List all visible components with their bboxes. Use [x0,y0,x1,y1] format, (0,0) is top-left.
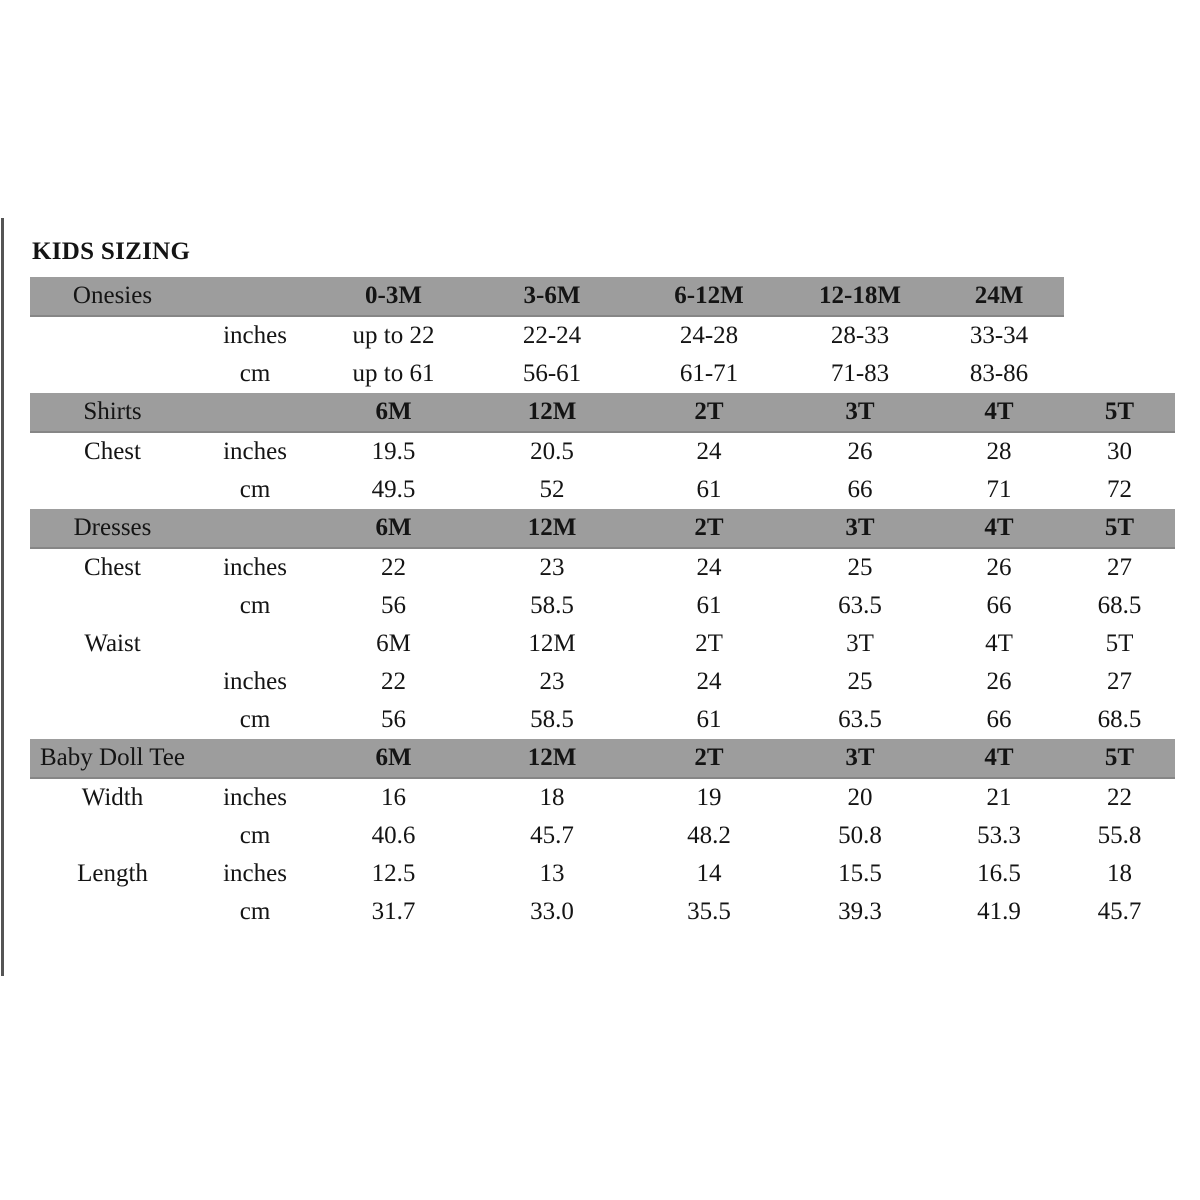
value-cell: 24 [696,668,722,695]
value-cell: up to 61 [352,360,435,387]
value-cell: 16.5 [977,860,1021,887]
row-label: Chest [84,554,141,581]
value-cell: 23 [539,668,565,695]
value-cell: 16 [381,784,406,811]
unit-label: inches [223,554,287,581]
table-row [30,893,1175,931]
value-cell: 23 [539,554,565,581]
row-label [30,355,195,393]
size-column-header: 5T [1064,393,1175,432]
value-cell: 27 [1107,668,1132,695]
size-subheader: 12M [472,625,632,663]
size-subheader: 4T [934,625,1064,663]
size-column-header: 4T [934,739,1064,778]
unit-label: cm [239,476,271,503]
value-cell: 22 [381,668,406,695]
value-cell: 50.8 [838,822,882,849]
size-column-header: 24M [934,277,1064,316]
value-cell: 13 [539,860,565,887]
value-cell: 22-24 [522,322,582,349]
left-edge-rule [1,218,4,976]
value-cell: 27 [1107,554,1132,581]
size-column-header: 12M [472,509,632,548]
value-cell: 66 [986,592,1012,619]
size-subheader: 5T [1064,625,1175,663]
table-row [30,548,1175,587]
unit-label: cm [239,898,271,925]
value-cell: 63.5 [838,706,882,733]
value-cell: 53.3 [977,822,1021,849]
unit-label [195,393,315,432]
value-cell: up to 22 [352,322,435,349]
row-label: Length [77,860,148,887]
table-row [30,778,1175,817]
size-column-header: 2T [632,393,786,432]
section-header-row-dresses [30,509,1175,548]
row-label [30,587,195,625]
value-cell: 55.8 [1097,822,1142,849]
value-cell: 56-61 [522,360,582,387]
value-cell: 39.3 [838,898,882,925]
unit-label: cm [239,592,271,619]
value-cell: 49.5 [371,476,416,503]
value-cell: 25 [847,554,873,581]
size-column-header: 0-3M [315,277,472,316]
size-subheader: 3T [786,625,934,663]
section-header-row-shirts [30,393,1175,432]
section-label: Shirts [30,393,195,432]
value-cell: 18 [1107,860,1132,887]
value-cell: 26 [986,554,1012,581]
value-cell: 31.7 [371,898,416,925]
section-header-row-onesies [30,277,1175,316]
value-cell: 28-33 [830,322,890,349]
value-cell: 24-28 [679,322,739,349]
value-cell: 21 [986,784,1012,811]
value-cell: 24 [696,438,722,465]
page-title: KIDS SIZING [32,238,191,265]
row-label: Width [81,784,144,811]
size-subheader: 6M [315,625,472,663]
value-cell: 19.5 [371,438,416,465]
value-cell: 19 [696,784,722,811]
table-row [30,471,1175,509]
unit-label: inches [223,784,287,811]
size-column-header: 6M [315,739,472,778]
section-label: Onesies [30,277,195,316]
table-row [30,663,1175,701]
value-cell: 25 [847,668,873,695]
size-column-header: 2T [632,509,786,548]
size-column-header: 4T [934,509,1064,548]
size-column-header: 5T [1064,739,1175,778]
unit-label [195,277,315,316]
unit-label: inches [223,668,287,695]
value-cell: 12.5 [371,860,416,887]
value-cell: 15.5 [838,860,882,887]
value-cell: 61 [696,476,722,503]
value-cell: 63.5 [838,592,882,619]
value-cell: 72 [1107,476,1132,503]
value-cell: 33.0 [530,898,574,925]
table-row [30,701,1175,739]
value-cell: 20 [847,784,873,811]
value-cell: 35.5 [687,898,731,925]
value-cell: 41.9 [977,898,1021,925]
unit-label: cm [239,360,271,387]
value-cell: 20.5 [530,438,574,465]
value-cell: 18 [539,784,565,811]
measure-subheader-row [30,625,1175,663]
row-label [30,893,195,931]
unit-label [195,739,315,778]
value-cell: 45.7 [530,822,574,849]
value-cell: 58.5 [530,706,574,733]
value-cell: 22 [381,554,406,581]
table-row [30,855,1175,893]
size-column-header: 3-6M [472,277,632,316]
value-cell: 58.5 [530,592,574,619]
row-label [30,471,195,509]
value-cell: 14 [696,860,722,887]
size-column-header: 2T [632,739,786,778]
size-column-header: 3T [786,393,934,432]
kids-sizing-table [30,277,1175,931]
unit-label: cm [239,822,271,849]
value-cell: 48.2 [687,822,731,849]
value-cell: 26 [847,438,873,465]
sizing-table-body [30,277,1175,931]
size-column-header: 4T [934,393,1064,432]
value-cell: 61-71 [679,360,739,387]
value-cell: 71 [986,476,1012,503]
row-label [30,663,195,701]
unit-label [195,625,315,663]
table-row [30,817,1175,855]
value-cell: 52 [539,476,565,503]
size-column-header: 3T [786,739,934,778]
row-label: Waist [30,625,195,663]
value-cell [1064,316,1175,355]
value-cell: 71-83 [830,360,890,387]
value-cell: 61 [696,706,722,733]
size-subheader: 2T [632,625,786,663]
size-column-header [1064,277,1175,316]
table-row [30,587,1175,625]
row-label [30,701,195,739]
value-cell: 26 [986,668,1012,695]
unit-label [195,509,315,548]
unit-label: inches [223,322,287,349]
value-cell: 40.6 [371,822,416,849]
value-cell: 56 [381,592,406,619]
value-cell: 61 [696,592,722,619]
size-column-header: 6M [315,509,472,548]
row-label [30,316,195,355]
value-cell [1064,355,1175,393]
size-column-header: 6M [315,393,472,432]
value-cell: 83-86 [969,360,1029,387]
size-column-header: 5T [1064,509,1175,548]
unit-label: cm [239,706,271,733]
row-label: Chest [84,438,141,465]
unit-label: inches [223,860,287,887]
value-cell: 30 [1107,438,1132,465]
size-column-header: 12-18M [786,277,934,316]
table-row [30,316,1175,355]
table-row [30,355,1175,393]
value-cell: 33-34 [969,322,1029,349]
size-column-header: 12M [472,393,632,432]
size-column-header: 3T [786,509,934,548]
section-header-row-baby-doll-tee [30,739,1175,778]
value-cell: 56 [381,706,406,733]
section-label: Baby Doll Tee [30,739,195,778]
unit-label: inches [223,438,287,465]
value-cell: 24 [696,554,722,581]
size-column-header: 6-12M [632,277,786,316]
size-column-header: 12M [472,739,632,778]
value-cell: 68.5 [1097,592,1142,619]
table-row [30,432,1175,471]
value-cell: 68.5 [1097,706,1142,733]
value-cell: 28 [986,438,1012,465]
value-cell: 66 [986,706,1012,733]
value-cell: 22 [1107,784,1132,811]
value-cell: 45.7 [1097,898,1142,925]
row-label [30,817,195,855]
section-label: Dresses [30,509,195,548]
value-cell: 66 [847,476,873,503]
